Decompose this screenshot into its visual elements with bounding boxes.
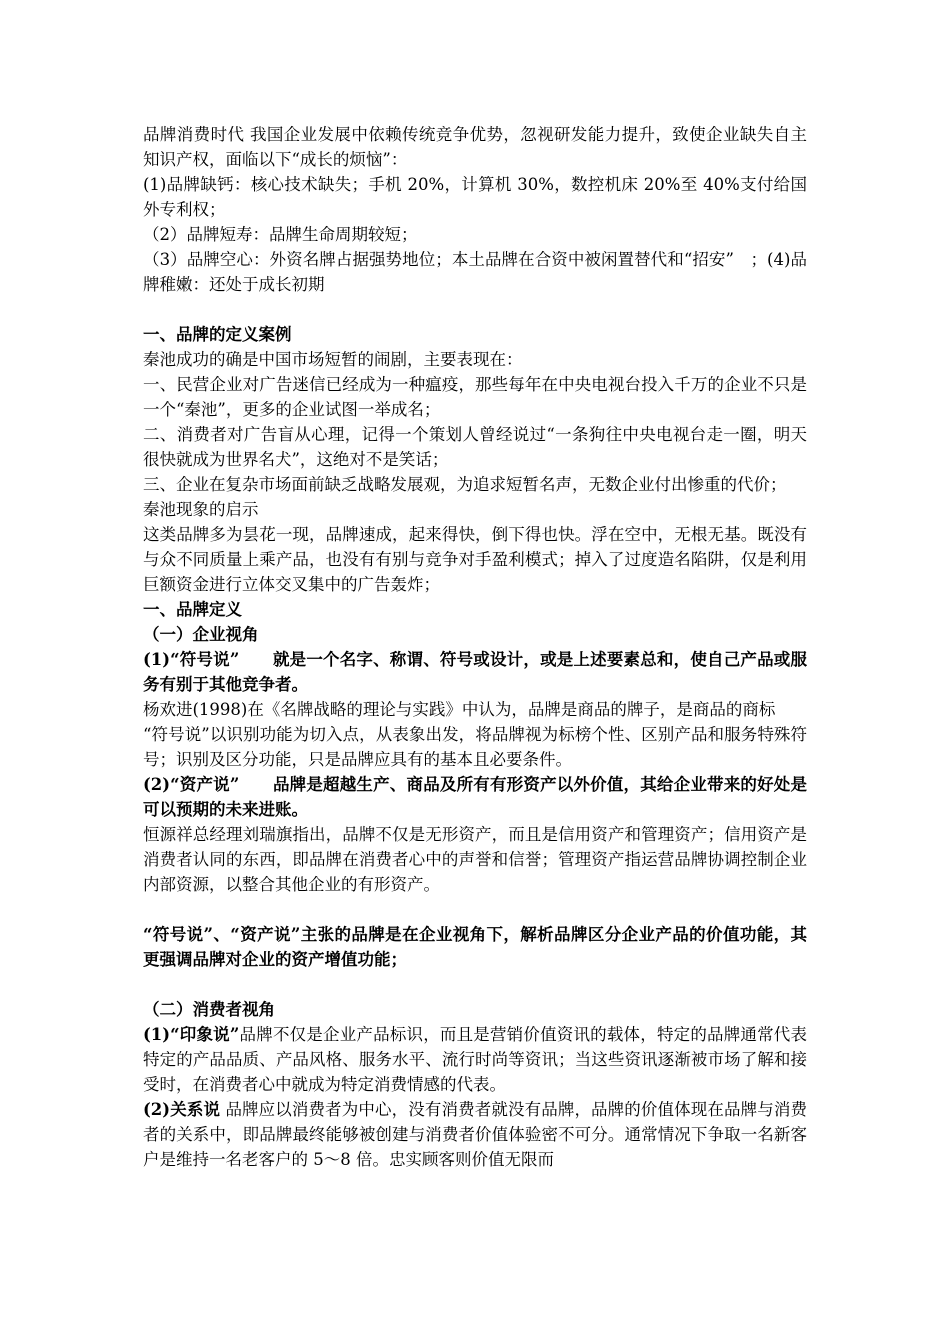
spacer: [143, 297, 807, 322]
spacer: [143, 897, 807, 922]
case-point-1: 一、民营企业对广告迷信已经成为一种瘟疫，那些每年在中央电视台投入千万的企业不只是一个“秦池”，更多的企业试图一举成名；: [143, 375, 807, 419]
asset-theory-lead: (2)“资产说” 品牌是超越生产、商品及所有有形资产以外价值，其给企业带来的好处是可以预期的未来进账。: [143, 775, 807, 819]
case-insight-title: 秦池现象的启示: [143, 500, 259, 519]
document-page: [143, 122, 807, 1172]
definition-heading: 一、品牌定义: [143, 600, 242, 619]
relationship-theory-paragraph: [143, 1097, 807, 1172]
consumer-view-heading: （二）消费者视角: [143, 1000, 275, 1019]
spacer: [143, 972, 807, 997]
relationship-theory-lead: (2)关系说: [143, 1100, 221, 1119]
enterprise-view-heading: （一）企业视角: [143, 625, 259, 644]
impression-theory-lead: (1)“印象说”: [143, 1025, 240, 1044]
impression-theory-paragraph: [143, 1022, 807, 1097]
case-point-2: 二、消费者对广告盲从心理，记得一个策划人曾经说过“一条狗往中央电视台走一圈，明天很快就成为世界名犬”，这绝对不是笑话；: [143, 425, 807, 469]
intro-paragraph: 品牌消费时代 我国企业发展中依赖传统竞争优势，忽视研发能力提升，致使企业缺失自主知识产权，面临以下“成长的烦恼”：: [143, 125, 807, 169]
asset-theory-explanation: 恒源祥总经理刘瑞旗指出，品牌不仅是无形资产，而且是信用资产和管理资产；信用资产是消费者认同的东西，即品牌在消费者心中的声誉和信誉；管理资产指运营品牌协调控制企业内部资源，以整合其他企业的有形资产。: [143, 825, 807, 894]
intro-item-3: （3）品牌空心：外资名牌占据强势地位；本土品牌在合资中被闲置替代和“招安” ；(4)品牌稚嫩：还处于成长初期: [143, 250, 807, 294]
intro-item-2: （2）品牌短寿：品牌生命周期较短；: [143, 225, 418, 244]
impression-theory-text: 品牌不仅是企业产品标识，而且是营销价值资讯的载体，特定的品牌通常代表特定的产品品质、产品风格、服务水平、流行时尚等资讯；当这些资讯逐渐被市场了解和接受时，在消费者心中就成为特定消费情感的代表。: [143, 1025, 807, 1094]
case-insight-text: 这类品牌多为昙花一现，品牌速成，起来得快，倒下得也快。浮在空中，无根无基。既没有与众不同质量上乘产品，也没有有别与竞争对手盈利模式；掉入了过度造名陷阱，仅是利用巨额资金进行立体交叉集中的广告轰炸；: [143, 525, 807, 594]
case-heading: 一、品牌的定义案例: [143, 325, 292, 344]
relationship-theory-text: 品牌应以消费者为中心，没有消费者就没有品牌，品牌的价值体现在品牌与消费者的关系中，即品牌最终能够被创建与消费者价值体验密不可分。通常情况下争取一名新客户是维持一名老客户的 5～8 倍。忠实顾客则价值无限而: [143, 1100, 807, 1169]
case-paragraph: 秦池成功的确是中国市场短暂的闹剧，主要表现在：: [143, 350, 523, 369]
symbol-theory-lead: (1)“符号说” 就是一个名字、称谓、符号或设计，或是上述要素总和，使自己产品或服务有别于其他竞争者。: [143, 650, 807, 694]
intro-item-1: (1)品牌缺钙：核心技术缺失；手机 20%，计算机 30%，数控机床 20%至 40%支付给国外专利权；: [143, 175, 807, 219]
symbol-theory-explanation: “符号说”以识别功能为切入点，从表象出发，将品牌视为标榜个性、区别产品和服务特殊符号；识别及区分功能，只是品牌应具有的基本且必要条件。: [143, 725, 807, 769]
symbol-theory-citation: 杨欢进(1998)在《名牌战略的理论与实践》中认为，品牌是商品的牌子，是商品的商标: [143, 700, 776, 719]
enterprise-view-summary: “符号说”、“资产说”主张的品牌是在企业视角下，解析品牌区分企业产品的价值功能，其更强调品牌对企业的资产增值功能；: [143, 925, 807, 969]
case-point-3: 三、企业在复杂市场面前缺乏战略发展观，为追求短暂名声，无数企业付出惨重的代价；: [143, 475, 787, 494]
